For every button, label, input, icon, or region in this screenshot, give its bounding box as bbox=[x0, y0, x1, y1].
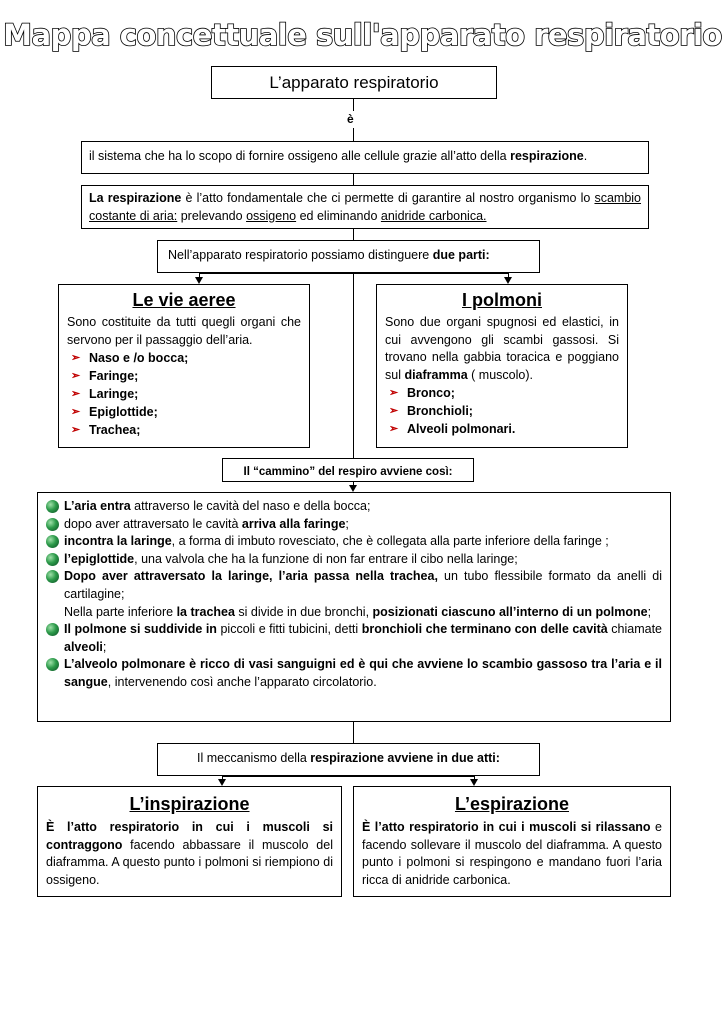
espirazione-text: È l’atto respiratorio in cui i muscoli si rilassano e facendo sollevare il muscolo del diaframma. A questo punto i polmoni si respingono e mandano fuori l’aria ricca di anidride carbonica. bbox=[362, 820, 662, 887]
vie-aeree-list bbox=[67, 349, 301, 439]
cammino-label-box bbox=[222, 458, 474, 482]
list-item: L’alveolo polmonare è ricco di vasi sanguigni ed è qui che avviene lo scambio gassoso tra l’aria e il sangue, intervenendo così anche l’apparato circolatorio. bbox=[46, 656, 662, 691]
connector-word: è bbox=[347, 112, 354, 126]
list-item: ➢ Trachea; bbox=[67, 421, 301, 439]
cammino-list bbox=[46, 498, 662, 692]
arrow-head-icon bbox=[218, 779, 226, 786]
list-item: ➢ Alveoli polmonari. bbox=[385, 420, 619, 438]
arrow-bullet-icon: ➢ bbox=[71, 406, 81, 419]
inspirazione-text: È l’atto respiratorio in cui i muscoli si contraggono facendo abbassare il muscolo del diaframma. A questo punto i polmoni si riempiono di ossigeno. bbox=[46, 820, 333, 887]
vie-aeree-heading: Le vie aeree bbox=[132, 290, 236, 310]
arrow-head-icon bbox=[504, 277, 512, 284]
connector-line bbox=[353, 229, 354, 240]
meccanismo-text: Il meccanismo della respirazione avviene in due atti: bbox=[197, 751, 500, 765]
polmoni-text: Sono due organi spugnosi ed elastici, in cui avvengono gli scambi gassosi. Si trovano nella gabbia toracica e poggiano sul diaframma ( muscolo). bbox=[385, 315, 619, 382]
connector-line bbox=[353, 99, 354, 111]
espirazione-box bbox=[353, 786, 671, 897]
definition-box bbox=[81, 141, 649, 174]
list-item: Il polmone si suddivide in piccoli e fitti tubicini, detti bronchioli che terminano con delle cavità chiamate alveoli; bbox=[46, 621, 662, 656]
list-item: incontra la laringe, a forma di imbuto rovesciato, che è collegata alla parte inferiore della faringe ; bbox=[46, 533, 662, 551]
cammino-box bbox=[37, 492, 671, 722]
inspirazione-box bbox=[37, 786, 342, 897]
list-item: dopo aver attraversato le cavità arriva alla faringe; bbox=[46, 516, 662, 534]
polmoni-list bbox=[385, 384, 619, 438]
polmoni-box bbox=[376, 284, 628, 448]
arrow-bullet-icon: ➢ bbox=[389, 405, 399, 418]
arrow-bullet-icon: ➢ bbox=[71, 424, 81, 437]
arrow-head-icon bbox=[349, 485, 357, 492]
globe-bullet-icon bbox=[46, 553, 59, 566]
cammino-label: Il “cammino” del respiro avviene così: bbox=[243, 466, 453, 478]
arrow-bullet-icon: ➢ bbox=[71, 370, 81, 383]
list-item: ➢ Naso e /o bocca; bbox=[67, 349, 301, 367]
list-item: L’aria entra attraverso le cavità del naso e della bocca; bbox=[46, 498, 662, 516]
top-concept-label: L’apparato respiratorio bbox=[269, 73, 439, 92]
inspirazione-heading: L’inspirazione bbox=[129, 794, 250, 814]
connector-line bbox=[353, 722, 354, 743]
list-item: ➢ Faringe; bbox=[67, 367, 301, 385]
globe-bullet-icon bbox=[46, 623, 59, 636]
connector-line bbox=[353, 174, 354, 185]
connector-line bbox=[353, 273, 354, 458]
arrow-bullet-icon: ➢ bbox=[71, 388, 81, 401]
arrow-bullet-icon: ➢ bbox=[389, 387, 399, 400]
vie-aeree-text: Sono costituite da tutti quegli organi che servono per il passaggio dell’aria. bbox=[67, 315, 301, 347]
list-item: Dopo aver attraversato la laringe, l’aria passa nella trachea, un tubo flessibile formato da anelli di cartilagine; bbox=[46, 568, 662, 603]
meccanismo-box bbox=[157, 743, 540, 776]
polmoni-heading: I polmoni bbox=[462, 290, 542, 310]
respiration-box bbox=[81, 185, 649, 229]
definition-text: il sistema che ha lo scopo di fornire ossigeno alle cellule grazie all’atto della respirazione. bbox=[89, 149, 588, 163]
globe-bullet-icon bbox=[46, 500, 59, 513]
arrow-bullet-icon: ➢ bbox=[389, 423, 399, 436]
globe-bullet-icon bbox=[46, 658, 59, 671]
espirazione-heading: L’espirazione bbox=[454, 794, 570, 814]
list-item: ➢ Bronco; bbox=[385, 384, 619, 402]
two-parts-text: Nell’apparato respiratorio possiamo distinguere due parti: bbox=[168, 248, 490, 262]
two-parts-box bbox=[157, 240, 540, 273]
branch-line bbox=[222, 776, 474, 777]
list-item: ➢ Laringe; bbox=[67, 385, 301, 403]
top-concept-box bbox=[211, 66, 497, 99]
arrow-head-icon bbox=[195, 277, 203, 284]
list-item: ➢ Bronchioli; bbox=[385, 402, 619, 420]
vie-aeree-box bbox=[58, 284, 310, 448]
respiration-text: La respirazione è l’atto fondamentale che ci permette di garantire al nostro organismo lo scambio costante di aria: prelevando ossigeno ed eliminando anidride carbonica. bbox=[89, 191, 642, 223]
globe-bullet-icon bbox=[46, 535, 59, 548]
arrow-bullet-icon: ➢ bbox=[71, 352, 81, 365]
list-item: l’epiglottide, una valvola che ha la funzione di non far entrare il cibo nella laringe; bbox=[46, 551, 662, 569]
connector-line bbox=[353, 128, 354, 141]
globe-bullet-icon bbox=[46, 518, 59, 531]
arrow-head-icon bbox=[470, 779, 478, 786]
page-title: Mappa concettuale sull'apparato respiratorio bbox=[3, 18, 722, 52]
list-item: Nella parte inferiore la trachea si divide in due bronchi, posizionati ciascuno all’interno di un polmone; bbox=[64, 604, 652, 619]
list-item: ➢ Epiglottide; bbox=[67, 403, 301, 421]
globe-bullet-icon bbox=[46, 570, 59, 583]
